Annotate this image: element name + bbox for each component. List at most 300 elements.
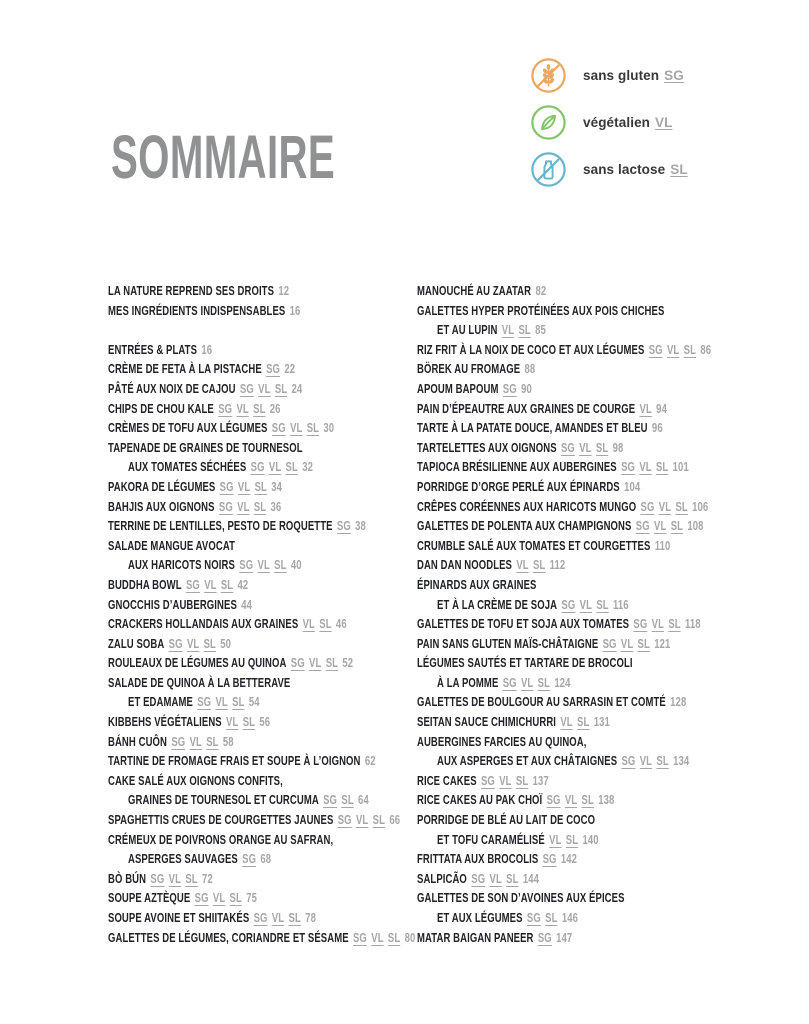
toc-entry-content [108,536,235,556]
toc-entry-label: AUX HARICOTS NOIRS [128,557,235,573]
toc-entry [108,614,417,634]
diet-tag-vl: VL [204,576,217,592]
legend-item [530,104,688,141]
diet-tag-sl: SL [387,929,401,945]
diet-tag-sg: SG [502,674,517,690]
page-number: 142 [560,851,578,867]
toc-entry-content [417,438,623,458]
toc-entry-content [417,712,610,732]
diet-tag-sg: SG [648,341,663,357]
page-number: 90 [521,380,532,396]
diet-tag-sl: SL [515,772,529,788]
page-number: 138 [598,792,615,808]
toc-entry [108,477,417,497]
toc-entry [437,673,726,693]
page-number: 24 [291,380,303,396]
diet-tag-sg: SG [480,772,495,788]
toc-entry-label: SEITAN SAUCE CHIMICHURRI [417,714,557,730]
toc-entry [108,673,417,693]
toc-entry [108,575,417,595]
page-number: 22 [284,361,296,377]
toc-entry-label: MANOUCHÉ AU ZAATAR [417,283,532,298]
toc-entry-content [108,771,283,791]
diet-tag-vl: VL [489,870,502,886]
diet-tag-sl: SL [285,459,298,475]
page-number: 16 [289,302,301,318]
diet-tag-sg: SG [561,596,576,612]
milk-bottle-crossed-icon [530,151,567,188]
diet-tag-sl: SL [232,694,245,710]
diet-tag-vl: VL [290,420,303,436]
diet-tag-sg: SG [218,400,233,416]
toc-entry-label: ASPERGES SAUVAGES [128,851,238,867]
legend-tag: SG [664,68,684,83]
toc-entry-label: CRUMBLE SALÉ AUX TOMATES ET COURGETTES [417,537,651,553]
toc-entry [108,888,417,908]
toc-entry-content [417,281,546,301]
toc-entry [108,908,417,928]
toc-entry-label: GALETTES DE SON D’AVOINES AUX ÉPICES [417,890,625,906]
toc-entry [108,359,417,379]
diet-tag-vl: VL [520,674,534,690]
diet-tag-vl: VL [579,439,592,455]
toc-entry-content [128,555,302,575]
toc-column-left [108,281,417,947]
page-number: 147 [556,929,573,945]
toc-entry-content [108,340,212,360]
toc-entry [437,595,726,615]
legend-tag: SL [670,162,688,177]
toc-entry-content [108,418,334,438]
toc-entry-label: RIZ FRIT À LA NOIX DE COCO ET AUX LÉGUMES [417,341,645,357]
toc-entry-content [437,751,689,771]
toc-entry-content [108,634,231,654]
toc-entry [417,477,726,497]
diet-tag-sg: SG [250,459,265,475]
toc-entry-content [437,830,599,850]
page-number: 34 [271,478,283,494]
diet-tag-vl: VL [186,635,200,651]
toc-entry-content [417,516,704,536]
toc-entry-content [108,830,333,850]
toc-entry-content [417,379,532,399]
page-number: 144 [522,870,540,886]
toc-entry-label: GALETTES DE POLENTA AUX CHAMPIGNONS [417,518,632,534]
diet-tag-sg: SG [502,380,517,396]
diet-tag-sl: SL [242,714,256,730]
page-number: 26 [269,400,281,416]
diet-tag-vl: VL [271,910,285,925]
diet-tag-sg: SG [546,792,561,808]
legend-item [530,151,688,188]
toc-entry [417,438,726,458]
diet-tag-sg: SG [197,694,212,710]
toc-entry-label: CRÉMEUX DE POIVRONS ORANGE AU SAFRAN, [108,831,334,847]
page-number: 68 [260,851,272,867]
toc-entry-label: GALETTES HYPER PROTÉINÉES AUX POIS CHICHES [417,302,665,318]
toc-entry-content [128,457,313,477]
diet-tag-vl: VL [579,596,593,612]
page-number: 140 [582,831,599,847]
toc-entry-label: TAPENADE DE GRAINES DE TOURNESOL [108,439,303,455]
page-number: 40 [290,557,302,573]
toc-entry-label: BÁNH CUÔN [108,733,167,749]
toc-entry [417,732,726,752]
toc-entry-content [417,614,701,634]
toc-entry [128,849,417,869]
toc-entry-label: BÒ BÚN [108,870,147,886]
toc-entry-label: GALETTES DE BOULGOUR AU SARRASIN ET COMTÉ [417,694,666,710]
toc-entry [108,732,417,752]
toc-entry [417,692,726,712]
diet-tag-sl: SL [325,655,339,671]
legend-label: sans gluten SG [583,68,684,83]
diet-tag-sg: SG [471,870,486,886]
diet-tag-sg: SG [194,890,209,906]
page-number: 96 [651,420,663,436]
toc-entry-content [417,869,539,889]
diet-tag-sl: SL [220,576,234,592]
toc-entry-content [108,908,316,928]
diet-tag-sg: SG [336,518,351,534]
diet-tag-sl: SL [577,714,590,730]
diet-tag-vl: VL [639,400,652,416]
toc-entry-label: SOUPE AVOINE ET SHIITAKÉS [108,910,250,925]
toc-entry-label: ET TOFU CARAMÉLISÉ [437,831,545,847]
toc-entry [437,830,726,850]
diet-tag-sg: SG [560,439,575,455]
toc-entry [437,320,726,340]
toc-entry-content [108,575,248,595]
toc-entry-label: PAIN D’ÉPEAUTRE AUX GRAINES DE COURGE [417,400,636,416]
diet-tag-vl: VL [564,792,578,808]
toc-entry-content [108,497,281,517]
diet-tag-vl: VL [212,890,226,906]
diet-tag-vl: VL [258,380,271,396]
toc-entry-label: GNOCCHIS D’AUBERGINES [108,596,237,612]
diet-tag-sg: SG [537,929,552,945]
toc-entry-content [417,555,565,575]
toc-entry-content [417,692,686,712]
diet-tag-sl: SL [185,870,198,886]
diet-tag-sg: SG [253,910,268,925]
page-number: 56 [259,714,271,730]
toc-entry-content [417,575,536,595]
page-number: 78 [305,910,316,925]
toc-entry-label: ÉPINARDS AUX GRAINES [417,576,537,592]
toc-entry [417,281,726,301]
diet-tag-sl: SL [372,812,386,828]
toc-entry [108,830,417,850]
toc-entry-label: PAKORA DE LÉGUMES [108,478,216,494]
diet-tag-sl: SL [203,635,216,651]
toc-entry-content [437,595,629,615]
toc-entry [128,457,417,477]
diet-tag-sg: SG [337,812,352,828]
toc-entry [108,536,417,556]
toc-entry-label: ROULEAUX DE LÉGUMES AU QUINOA [108,655,287,671]
toc-entry [108,653,417,673]
page-number: 66 [389,812,401,828]
toc-entry [108,438,417,458]
toc-entry-label: TARTE À LA PATATE DOUCE, AMANDES ET BLEU [417,420,648,436]
page-number: 85 [535,322,546,338]
diet-tag-vl: VL [654,518,667,534]
toc-entry-content [437,320,546,340]
toc-entry-label: TARTELETTES AUX OIGNONS [417,439,557,455]
toc-entry [417,653,726,673]
page-number: 54 [248,694,260,710]
toc-entry [108,418,417,438]
toc-entry-content [108,869,213,889]
toc-entry-label: KIBBEHS VÉGÉTALIENS [108,714,222,730]
diet-tag-sg: SG [239,380,254,396]
page-number: 124 [554,674,571,690]
page-number: 146 [561,910,578,925]
page-number: 64 [358,792,369,808]
page-number: 112 [549,557,566,573]
leaf-icon [530,104,567,141]
toc-entry-content [417,849,577,869]
toc-entry [417,712,726,732]
toc-entry-content [128,790,369,810]
diet-tag-sg: SG [242,851,257,867]
diet-tag-sg: SG [150,870,165,886]
toc-entry-label: FRITTATA AUX BROCOLIS [417,851,539,867]
diet-tag-vl: VL [501,322,515,338]
page-number: 82 [535,283,547,298]
toc-entry [417,888,726,908]
toc-entry-label: ET EDAMAME [128,694,193,710]
diet-tag-sg: SG [633,616,648,632]
toc-entry-content [417,418,663,438]
toc-entry [417,634,726,654]
page-number: 104 [624,478,641,494]
diet-tag-sl: SL [274,557,287,573]
diet-tag-sg: SG [271,420,286,436]
diet-tag-sl: SL [565,831,579,847]
diet-tag-sg: SG [640,498,655,514]
page-number: 12 [278,283,290,298]
page-number: 101 [672,459,689,475]
toc-entry [108,869,417,889]
toc-entry-content [417,340,711,360]
toc-entry-label: GALETTES DE LÉGUMES, CORIANDRE ET SÉSAME [108,929,349,945]
page-number: 75 [246,890,258,906]
toc-entry [417,790,726,810]
toc-entry-content [417,457,689,477]
toc-entry [417,849,726,869]
diet-tag-sg: SG [185,576,200,592]
diet-legend [530,57,688,198]
diet-tag-vl: VL [371,929,384,945]
toc-entry-label: CRACKERS HOLLANDAIS AUX GRAINES [108,616,299,632]
diet-tag-sg: SG [218,498,233,514]
toc-entry-label: ET AUX LÉGUMES [437,910,523,925]
diet-tag-sg: SG [352,929,367,945]
toc-entry [108,497,417,517]
diet-tag-sl: SL [518,322,531,338]
page-title [111,123,451,191]
page-number: 134 [673,753,690,769]
toc-entry [417,771,726,791]
diet-tag-vl: VL [560,714,573,730]
toc-entry-label: ZALU SOBA [108,635,165,651]
toc-entry-content [108,732,234,752]
page-number: 94 [656,400,667,416]
page-number: 110 [654,537,671,553]
toc-entry-content [417,536,670,556]
toc-entry-content [108,653,353,673]
toc-entry-content [128,849,271,869]
toc-entry-content [108,810,400,830]
diet-tag-sl: SL [341,792,354,808]
diet-tag-sl: SL [288,910,301,925]
toc-entry [437,908,726,928]
toc-entry [417,340,726,360]
diet-tag-sg: SG [168,635,183,651]
diet-tag-vl: VL [189,733,202,749]
diet-tag-sl: SL [655,459,669,475]
toc-entry-content [417,810,595,830]
page-number: 42 [237,576,249,592]
diet-tag-sg: SG [171,733,186,749]
diet-tag-sl: SL [254,478,267,494]
toc-entry [417,614,726,634]
toc-entry-content [417,732,586,752]
toc-entry-label: ENTRÉES & PLATS [108,341,198,357]
toc-entry-content [417,477,640,497]
toc-entry-label: ET AU LUPIN [437,322,498,338]
toc-entry-label: SALADE MANGUE AVOCAT [108,537,236,553]
diet-tag-vl: VL [302,616,315,632]
diet-tag-vl: VL [237,498,250,514]
toc-entry [108,712,417,732]
diet-tag-sg: SG [602,635,617,651]
page-number: 38 [355,518,366,534]
page-number: 98 [612,439,624,455]
legend-label: végétalien VL [583,115,673,130]
toc-entry [108,399,417,419]
toc-entry-content [128,692,260,712]
page-number: 137 [532,772,549,788]
page-number: 131 [593,714,610,730]
toc-entry-content [108,438,303,458]
toc-entry-label: AUX ASPERGES ET AUX CHÂTAIGNES [437,753,618,769]
toc-entry-label: GALETTES DE TOFU ET SOJA AUX TOMATES [417,616,630,632]
toc-entry-content [108,399,281,419]
page-number: 44 [241,596,252,612]
page-number: 52 [342,655,354,671]
toc-entry-label: BÖREK AU FROMAGE [417,361,521,377]
diet-tag-vl: VL [268,459,282,475]
page-number: 62 [364,753,376,769]
diet-tag-vl: VL [666,341,680,357]
diet-tag-vl: VL [639,459,652,475]
diet-tag-sl: SL [506,870,519,886]
toc-entry [108,928,417,948]
toc-entry-label: PAIN SANS GLUTEN MAÏS-CHÂTAIGNE [417,635,599,651]
toc-entry-content [417,399,667,419]
toc-entry-content [108,281,289,301]
toc-entry [417,457,726,477]
toc-entry [417,301,726,321]
toc-entry [108,810,417,830]
toc-entry-label: PÂTÉ AUX NOIX DE CAJOU [108,380,236,396]
toc-entry-content [417,359,535,379]
toc-entry [437,751,726,771]
toc-entry-label: SPAGHETTIS CRUES DE COURGETTES JAUNES [108,812,334,828]
toc-entry-content [437,908,578,928]
toc-entry-content [108,359,295,379]
diet-tag-sl: SL [545,910,558,925]
toc-entry-label: DAN DAN NOODLES [417,557,512,573]
diet-tag-sl: SL [675,498,688,514]
toc-entry-content [108,477,282,497]
toc-entry-content [108,888,257,908]
toc-entry-label: CRÈMES DE TOFU AUX LÉGUMES [108,420,268,436]
diet-tag-vl: VL [309,655,322,671]
diet-tag-sl: SL [637,635,650,651]
page-number: 16 [201,341,213,357]
toc-entry-label: LA NATURE REPREND SES DROITS [108,283,275,298]
toc-entry [417,359,726,379]
toc-entry-label: LÉGUMES SAUTÉS ET TARTARE DE BROCOLI [417,655,633,671]
toc-entry-content [108,673,290,693]
legend-label: sans lactose SL [583,162,688,177]
toc-entry [417,555,726,575]
diet-tag-sl: SL [253,498,267,514]
toc-entry-label: TARTINE DE FROMAGE FRAIS ET SOUPE À L’OIGNON [108,753,361,769]
diet-tag-sg: SG [621,753,636,769]
page-number: 58 [222,733,234,749]
diet-tag-vl: VL [499,772,512,788]
toc-entry [417,497,726,517]
toc-entry [128,790,417,810]
toc-entry-label: GRAINES DE TOURNESOL ET CURCUMA [128,792,319,808]
toc-entry [108,634,417,654]
toc-entry-content [108,712,270,732]
toc-entry-label: MATAR BAIGAN PANEER [417,929,534,945]
diet-tag-sl: SL [656,753,669,769]
toc-entry-label: PORRIDGE D’ORGE PERLÉ AUX ÉPINARDS [417,478,620,494]
toc-entry-content [437,673,570,693]
diet-tag-sl: SL [683,341,696,357]
toc-entry-label: RICE CAKES [417,772,477,788]
diet-tag-vl: VL [549,831,562,847]
toc-entry-content [417,888,625,908]
toc-entry-content [417,497,708,517]
toc-entry-content [108,516,366,536]
legend-item [530,57,688,94]
page-number: 50 [220,635,232,651]
toc-entry-label: CAKE SALÉ AUX OIGNONS CONFITS, [108,772,283,788]
toc-entry-label: AUBERGINES FARCIES AU QUINOA, [417,733,587,749]
toc-entry-label: SOUPE AZTÈQUE [108,890,191,906]
page-number: 80 [404,929,416,945]
toc-entry-content [108,928,415,948]
toc-entry-content [108,379,302,399]
diet-tag-sl: SL [206,733,219,749]
diet-tag-sl: SL [596,596,609,612]
toc-entry-label: PORRIDGE DE BLÉ AU LAIT DE COCO [417,812,596,828]
toc-entry-label: TERRINE DE LENTILLES, PESTO DE ROQUETTE [108,518,333,534]
toc-entry-label: BUDDHA BOWL [108,576,182,592]
page-number: 106 [692,498,709,514]
diet-tag-sl: SL [670,518,684,534]
diet-tag-sl: SL [319,616,332,632]
diet-tag-sl: SL [229,890,242,906]
